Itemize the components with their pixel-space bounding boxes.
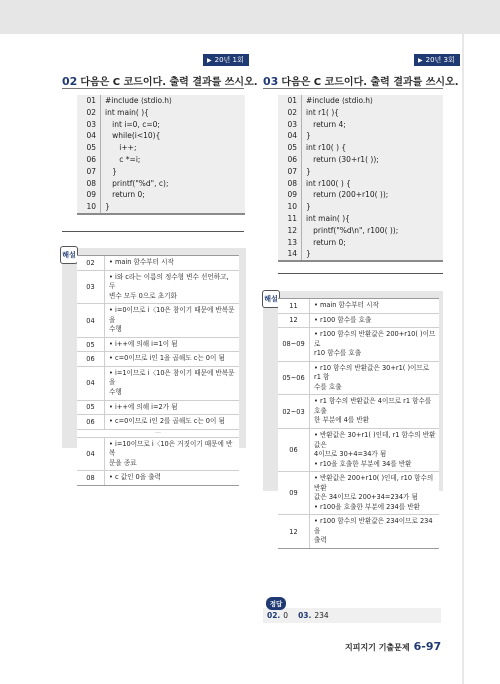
code-line: [278, 237, 443, 249]
explanation-line: • r1 함수의 반환값은 4이므로 r1 함수를 호출: [314, 397, 432, 415]
explanation-row: [278, 299, 439, 314]
explanation-line: • main 함수부터 시작: [109, 258, 174, 266]
explanation-text: [310, 328, 439, 361]
explanation-line: • c=0이므로 i인 1을 곱해도 c는 0이 됨: [109, 354, 225, 363]
code-text: #include ⟨stdio.h⟩: [306, 96, 373, 105]
exam-tag-label: 20년 3회: [425, 56, 455, 64]
line-number: 03: [77, 119, 101, 131]
line-number: 06: [278, 154, 302, 166]
line-reference: 12: [278, 314, 310, 328]
explanation-text: [310, 429, 439, 471]
code-line: [278, 225, 443, 237]
line-number: 07: [77, 166, 101, 178]
explanation-text: [310, 314, 439, 328]
exam-tag-label: 20년 1회: [214, 56, 244, 64]
explanation-line: • i++에 의해 i=2가 됨: [109, 402, 178, 411]
line-number: 01: [278, 95, 302, 107]
ellipsis-row: ···: [77, 430, 239, 438]
explanation-line: • r10 함수의 반환값은 30+r1( )이므로 r1 함: [314, 363, 430, 382]
question-text: 다음은 C 코드이다. 출력 결과를 쓰시오.: [80, 77, 258, 88]
code-text: int main( ){: [105, 107, 149, 117]
explanation-row: [278, 472, 439, 515]
triangle-icon: ▶: [418, 57, 423, 64]
explanation-table-right: [278, 298, 439, 549]
explanation-line: 값은 34이므로 200+34=234가 됨: [314, 493, 418, 502]
explanation-line: • r100 함수의 반환값은 200+r10( )이므로: [314, 330, 436, 348]
code-line: [278, 178, 443, 190]
footer-title: 지피지기 기출문제: [345, 643, 410, 652]
explanation-line: • i++에 의해 i=1이 됨: [109, 339, 178, 348]
line-number: 06: [77, 154, 101, 166]
line-number: 13: [278, 237, 302, 249]
explanation-line: r10 함수를 호출: [314, 349, 362, 358]
code-line: [278, 201, 443, 213]
explanation-line: 수행: [109, 325, 122, 334]
code-line: [278, 142, 443, 154]
code-line: [77, 142, 245, 154]
answer-value: 234: [314, 611, 329, 620]
explanation-line: • 반환값은 30+r1( )인데, r1 함수의 반환값은: [314, 431, 436, 449]
line-reference: 11: [278, 299, 310, 313]
answer-box: [263, 608, 441, 623]
line-reference: 04: [77, 367, 105, 400]
code-line: [77, 119, 245, 131]
code-text: while(i<10){: [105, 131, 161, 141]
explanation-line: • r10을 호출한 부분에 34를 반환: [314, 459, 412, 468]
question-text: 다음은 C 코드이다. 출력 결과를 쓰시오.: [281, 77, 459, 88]
explanation-text: [105, 367, 239, 400]
divider: [278, 273, 443, 274]
explanation-row: [77, 438, 239, 472]
line-reference: 08~09: [278, 328, 310, 361]
explanation-line: 출력: [314, 536, 327, 545]
line-number: 08: [278, 178, 302, 190]
line-reference: 06: [278, 429, 310, 471]
line-number: 14: [278, 248, 302, 260]
line-reference: 09: [278, 472, 310, 514]
explanation-line: 변수 모두 0으로 초기화: [109, 291, 177, 300]
line-reference: 04: [77, 304, 105, 337]
question-number: 03: [263, 75, 279, 88]
explanation-line: 수를 호출: [314, 382, 342, 391]
line-reference: 12: [278, 515, 310, 548]
code-block-left: [77, 95, 245, 215]
explanation-text: [105, 401, 239, 415]
explanation-line: 한 부분에 4를 반환: [314, 416, 370, 425]
line-number: 01: [77, 95, 101, 107]
explanation-row: [278, 395, 439, 429]
code-text: }: [105, 202, 110, 212]
code-text: return (30+r1( ));: [306, 154, 379, 164]
explanation-text: [310, 395, 439, 428]
line-number: 04: [77, 130, 101, 142]
explanation-row: [278, 314, 439, 329]
answer-number: 02.: [267, 611, 281, 620]
code-line: [77, 107, 245, 119]
exam-tag-left: [203, 54, 249, 66]
explanation-row: [77, 367, 239, 401]
divider: [62, 231, 244, 232]
code-line: [278, 213, 443, 225]
code-line: [77, 154, 245, 166]
code-text: return 0;: [306, 237, 346, 247]
line-reference: 02~03: [278, 395, 310, 428]
code-text: #include ⟨stdio.h⟩: [105, 96, 172, 105]
line-reference: 05: [77, 401, 105, 415]
code-line: [278, 166, 443, 178]
line-reference: 03: [77, 271, 105, 304]
explanation-line: • main 함수부터 시작: [314, 301, 379, 309]
page-footer: [345, 640, 441, 653]
title-underline: [263, 88, 443, 89]
code-line: [278, 119, 443, 131]
code-line: [77, 95, 245, 107]
explanation-line: 수행: [109, 388, 122, 397]
line-number: 10: [278, 201, 302, 213]
explanation-line: • r100 함수의 반환값은 234이므로 234을: [314, 517, 433, 535]
code-line: [77, 201, 245, 213]
code-text: return 0;: [105, 190, 145, 200]
answer-number: 03.: [298, 611, 312, 620]
explanation-text: [105, 471, 239, 485]
explanation-badge: 해설: [262, 290, 280, 308]
code-text: return (200+r10( ));: [306, 190, 389, 200]
explanation-badge: 해설: [60, 246, 78, 264]
line-number: 02: [77, 107, 101, 119]
explanation-line: • i와 c라는 이름의 정수형 변수 선언하고, 두: [109, 272, 229, 291]
explanation-table-left: [77, 255, 239, 486]
explanation-text: [310, 472, 439, 514]
line-number: 05: [77, 142, 101, 154]
question-title-right: [263, 73, 459, 88]
explanation-line: 문을 종료: [109, 458, 137, 467]
explanation-text: [310, 362, 439, 395]
explanation-row: [77, 304, 239, 338]
explanation-row: [77, 415, 239, 430]
line-number: 11: [278, 213, 302, 225]
explanation-row: [278, 362, 439, 396]
code-line: [278, 189, 443, 201]
code-text: int main( ){: [306, 213, 350, 223]
line-number: 08: [77, 178, 101, 190]
explanation-line: • c 값인 0을 출력: [109, 473, 161, 482]
line-number: 07: [278, 166, 302, 178]
code-line: [278, 95, 443, 107]
code-text: }: [105, 166, 117, 176]
explanation-row: [77, 401, 239, 416]
code-line: [77, 189, 245, 201]
explanation-row: [77, 338, 239, 353]
line-reference: 08: [77, 471, 105, 485]
triangle-icon: ▶: [207, 57, 212, 64]
line-number: 02: [278, 107, 302, 119]
code-text: c *=i;: [105, 154, 141, 164]
code-text: }: [306, 202, 311, 212]
code-line: [278, 107, 443, 119]
code-line: [77, 130, 245, 142]
line-number: 03: [278, 119, 302, 131]
code-text: }: [306, 166, 311, 176]
question-number: 02: [62, 75, 78, 88]
question-title-left: [62, 73, 258, 88]
code-line: [77, 166, 245, 178]
page-edge-strip: [462, 34, 464, 684]
line-reference: 02: [77, 256, 105, 270]
explanation-row: [278, 429, 439, 472]
explanation-row: [278, 328, 439, 362]
answer-badge: 정답: [266, 597, 286, 610]
explanation-row: [77, 352, 239, 367]
line-reference: 05: [77, 338, 105, 352]
explanation-text: [105, 415, 239, 429]
code-text: printf("%d", c);: [105, 178, 169, 188]
exam-tag-right: [414, 54, 460, 66]
explanation-row: [77, 271, 239, 305]
explanation-line: • r100 함수를 호출: [314, 315, 372, 324]
explanation-line: • r100을 호출한 부분에 234를 반환: [314, 502, 420, 511]
line-number: 10: [77, 201, 101, 213]
code-line: [278, 130, 443, 142]
page-number: 6-97: [413, 640, 442, 653]
line-number: 12: [278, 225, 302, 237]
explanation-row: [278, 515, 439, 548]
code-line: [77, 178, 245, 190]
explanation-line: • c=0이므로 i인 2를 곱해도 c는 0이 됨: [109, 417, 225, 426]
title-underline: [62, 88, 244, 89]
line-reference: 04: [77, 438, 105, 471]
top-band: [0, 0, 500, 34]
code-text: printf("%d\n", r100( ));: [306, 225, 399, 235]
explanation-line: • i=1이므로 i〈10은 참이기 때문에 반복문을: [109, 368, 235, 387]
code-text: return 4;: [306, 119, 346, 129]
code-line: [278, 248, 443, 260]
explanation-row: [77, 256, 239, 271]
explanation-line: • 반환값은 200+r10( )인데, r10 함수의 반환: [314, 474, 434, 492]
explanation-text: [105, 256, 239, 270]
code-text: int r10( ) {: [306, 143, 347, 153]
explanation-text: [105, 271, 239, 304]
explanation-text: [105, 438, 239, 471]
explanation-line: • i=0이므로 i〈10은 참이기 때문에 반복문을: [109, 306, 235, 324]
code-text: }: [306, 131, 311, 141]
explanation-text: [105, 338, 239, 352]
line-reference: 06: [77, 415, 105, 429]
explanation-text: [105, 352, 239, 366]
code-block-right: [278, 95, 443, 262]
line-reference: 05~06: [278, 362, 310, 395]
code-text: }: [306, 249, 311, 259]
code-text: int r1( ){: [306, 107, 340, 117]
code-text: i++;: [105, 143, 137, 153]
explanation-line: • i=10이므로 i〈10은 거짓이기 때문에 반복: [109, 439, 233, 458]
answer-value: 0: [283, 611, 289, 620]
code-text: int i=0, c=0;: [105, 119, 160, 129]
line-number: 09: [278, 189, 302, 201]
line-number: 04: [278, 130, 302, 142]
explanation-row: [77, 471, 239, 485]
code-text: int r100( ) {: [306, 178, 351, 188]
explanation-text: [310, 299, 439, 313]
explanation-text: [105, 304, 239, 337]
explanation-text: [310, 515, 439, 548]
line-reference: 06: [77, 352, 105, 366]
code-line: [278, 154, 443, 166]
line-number: 05: [278, 142, 302, 154]
line-number: 09: [77, 189, 101, 201]
explanation-line: 4이므로 30+4=34가 됨: [314, 450, 387, 459]
